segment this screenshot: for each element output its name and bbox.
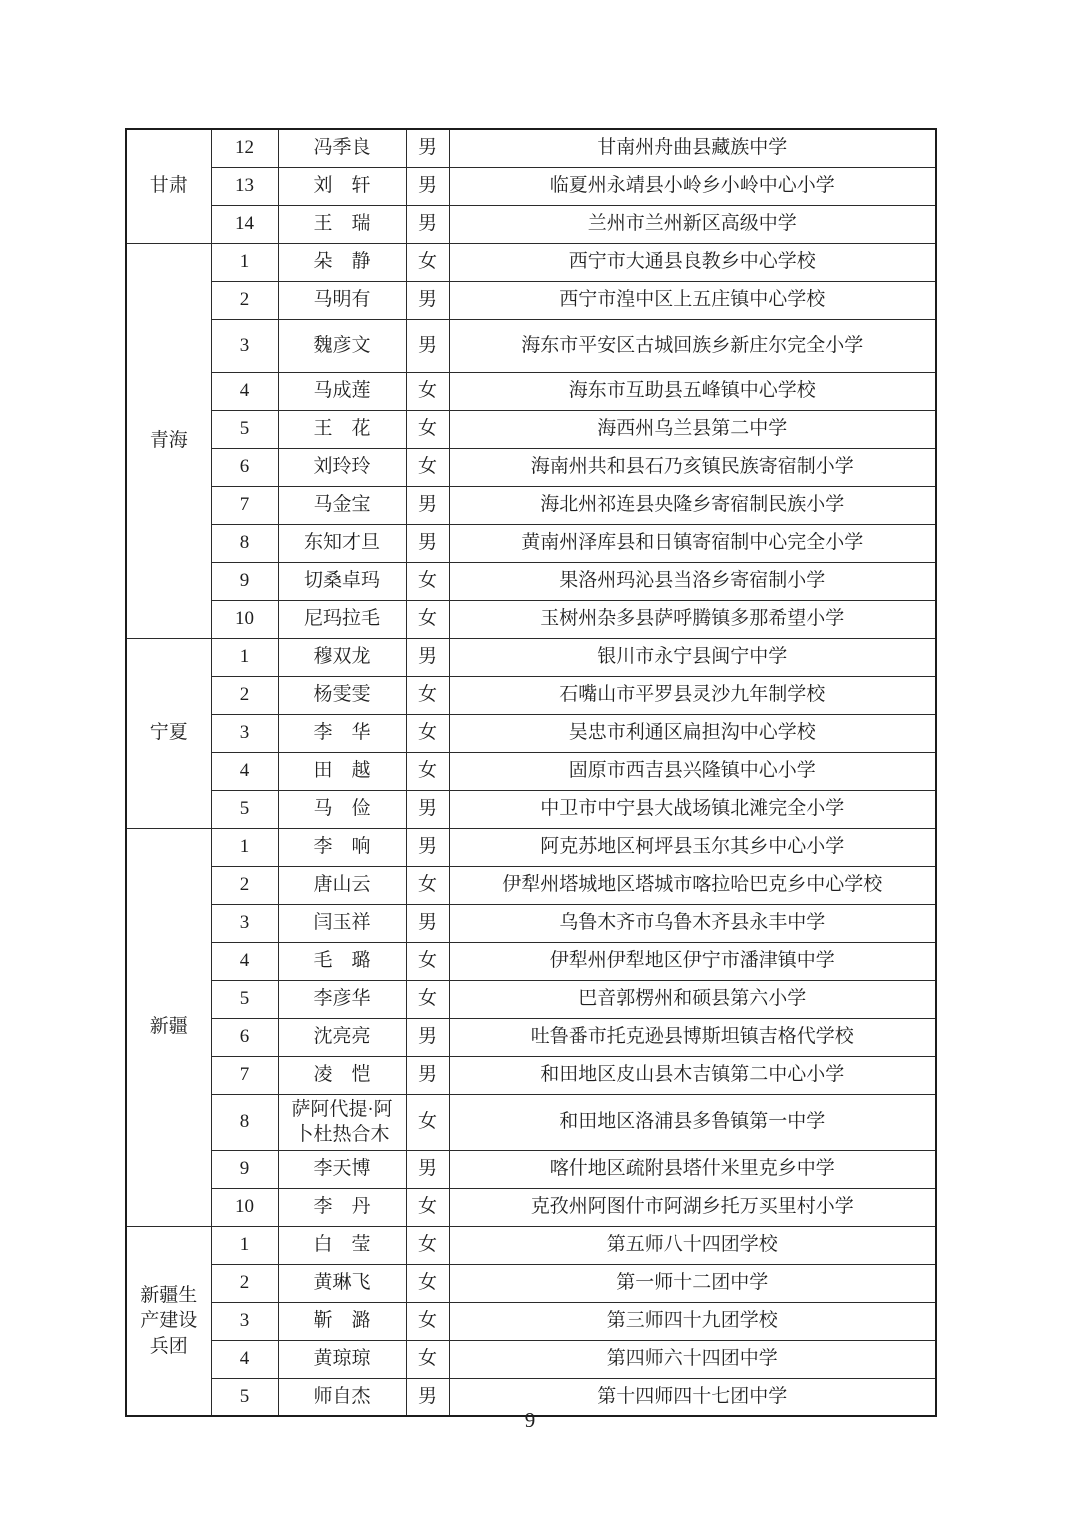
serial-number-cell: 3: [211, 904, 278, 942]
school-cell: 伊犁州塔城地区塔城市喀拉哈巴克乡中心学校: [449, 866, 936, 904]
table-row: [126, 1094, 936, 1150]
school-cell: 伊犁州伊犁地区伊宁市潘津镇中学: [449, 942, 936, 980]
serial-number-cell: 12: [211, 129, 278, 167]
school-cell: 吴忠市利通区扁担沟中心学校: [449, 714, 936, 752]
gender-cell: 女: [406, 600, 449, 638]
gender-cell: 女: [406, 1226, 449, 1264]
table-row: [126, 167, 936, 205]
table-row: [126, 942, 936, 980]
serial-number-cell: 2: [211, 866, 278, 904]
name-cell: 马 俭: [278, 790, 406, 828]
school-cell: 玉树州杂多县萨呼腾镇多那希望小学: [449, 600, 936, 638]
serial-number-cell: 8: [211, 1094, 278, 1150]
name-cell: 切桑卓玛: [278, 562, 406, 600]
serial-number-cell: 6: [211, 448, 278, 486]
school-cell: 银川市永宁县闽宁中学: [449, 638, 936, 676]
school-cell: 西宁市湟中区上五庄镇中心学校: [449, 281, 936, 319]
school-cell: 第一师十二团中学: [449, 1264, 936, 1302]
serial-number-cell: 9: [211, 1150, 278, 1188]
table-row: [126, 1302, 936, 1340]
gender-cell: 女: [406, 448, 449, 486]
name-cell: 李彦华: [278, 980, 406, 1018]
gender-cell: 女: [406, 1340, 449, 1378]
table-row: [126, 1264, 936, 1302]
name-cell: 萨阿代提·阿卜杜热合木: [278, 1094, 406, 1150]
serial-number-cell: 3: [211, 319, 278, 372]
school-cell: 阿克苏地区柯坪县玉尔其乡中心小学: [449, 828, 936, 866]
table-row: [126, 486, 936, 524]
school-cell: 海西州乌兰县第二中学: [449, 410, 936, 448]
name-cell: 杨雯雯: [278, 676, 406, 714]
province-cell: 新疆: [126, 828, 211, 1226]
serial-number-cell: 7: [211, 1056, 278, 1094]
serial-number-cell: 14: [211, 205, 278, 243]
table-row: [126, 281, 936, 319]
gender-cell: 男: [406, 129, 449, 167]
school-cell: [449, 319, 936, 372]
gender-cell: 男: [406, 524, 449, 562]
gender-cell: 女: [406, 243, 449, 281]
serial-number-cell: 3: [211, 714, 278, 752]
serial-number-cell: 1: [211, 1226, 278, 1264]
page-number: 9: [524, 1408, 536, 1432]
serial-number-cell: 2: [211, 1264, 278, 1302]
table-row: [126, 1340, 936, 1378]
table-row: [126, 866, 936, 904]
school-cell: 甘南州舟曲县藏族中学: [449, 129, 936, 167]
province-cell: 新疆生产建设兵团: [126, 1226, 211, 1416]
serial-number-cell: 5: [211, 410, 278, 448]
serial-number-cell: 4: [211, 1340, 278, 1378]
table-row: [126, 524, 936, 562]
gender-cell: 男: [406, 319, 449, 372]
school-cell: 克孜州阿图什市阿湖乡托万买里村小学: [449, 1188, 936, 1226]
gender-cell: 男: [406, 904, 449, 942]
school-cell: 西宁市大通县良教乡中心学校: [449, 243, 936, 281]
gender-cell: 男: [406, 486, 449, 524]
gender-cell: 男: [406, 638, 449, 676]
name-cell: 闫玉祥: [278, 904, 406, 942]
name-cell: 李 响: [278, 828, 406, 866]
name-cell: 刘玲玲: [278, 448, 406, 486]
serial-number-cell: 10: [211, 600, 278, 638]
serial-number-cell: 5: [211, 790, 278, 828]
serial-number-cell: 4: [211, 942, 278, 980]
name-cell: 黄琼琼: [278, 1340, 406, 1378]
table-row: [126, 1018, 936, 1056]
table-row: [126, 372, 936, 410]
serial-number-cell: 2: [211, 676, 278, 714]
name-cell: 田 越: [278, 752, 406, 790]
school-cell: 第十四师四十七团中学: [449, 1378, 936, 1416]
gender-cell: 男: [406, 167, 449, 205]
serial-number-cell: 5: [211, 980, 278, 1018]
gender-cell: 女: [406, 562, 449, 600]
school-cell: 吐鲁番市托克逊县博斯坦镇吉格代学校: [449, 1018, 936, 1056]
school-cell: 固原市西吉县兴隆镇中心小学: [449, 752, 936, 790]
name-cell: 王 瑞: [278, 205, 406, 243]
school-cell: 兰州市兰州新区高级中学: [449, 205, 936, 243]
school-cell: 巴音郭楞州和硕县第六小学: [449, 980, 936, 1018]
serial-number-cell: 1: [211, 243, 278, 281]
table-row: [126, 790, 936, 828]
gender-cell: 女: [406, 866, 449, 904]
school-text: 海东市平安区古城回族乡新庄: [521, 334, 769, 356]
name-cell: 李天博: [278, 1150, 406, 1188]
gender-cell: 男: [406, 828, 449, 866]
gender-cell: 男: [406, 1056, 449, 1094]
gender-cell: 男: [406, 1150, 449, 1188]
serial-number-cell: 3: [211, 1302, 278, 1340]
gender-cell: 女: [406, 1264, 449, 1302]
name-cell: 马明有: [278, 281, 406, 319]
gender-cell: 男: [406, 1018, 449, 1056]
school-cell: 和田地区皮山县木吉镇第二中心小学: [449, 1056, 936, 1094]
table-row: [126, 1150, 936, 1188]
gender-cell: 男: [406, 1378, 449, 1416]
name-cell: 穆双龙: [278, 638, 406, 676]
table-row: [126, 904, 936, 942]
serial-number-cell: 8: [211, 524, 278, 562]
school-cell: 和田地区洛浦县多鲁镇第一中学: [449, 1094, 936, 1150]
province-cell: 青海: [126, 243, 211, 638]
school-highlight-char: 尔: [768, 334, 788, 356]
serial-number-cell: 7: [211, 486, 278, 524]
gender-cell: 女: [406, 1188, 449, 1226]
table-row: [126, 714, 936, 752]
name-cell: 凌 恺: [278, 1056, 406, 1094]
table-row: [126, 205, 936, 243]
school-cell: 石嘴山市平罗县灵沙九年制学校: [449, 676, 936, 714]
name-cell: 刘 轩: [278, 167, 406, 205]
name-cell: 毛 璐: [278, 942, 406, 980]
name-cell: 沈亮亮: [278, 1018, 406, 1056]
province-cell: 宁夏: [126, 638, 211, 828]
school-cell: 海南州共和县石乃亥镇民族寄宿制小学: [449, 448, 936, 486]
serial-number-cell: 4: [211, 372, 278, 410]
table-row: [126, 828, 936, 866]
name-cell: 黄琳飞: [278, 1264, 406, 1302]
school-cell: 第四师六十四团中学: [449, 1340, 936, 1378]
name-cell: 朵 静: [278, 243, 406, 281]
table-row: [126, 638, 936, 676]
name-cell: 王 花: [278, 410, 406, 448]
gender-cell: 女: [406, 752, 449, 790]
table-row: [126, 410, 936, 448]
name-cell: 尼玛拉毛: [278, 600, 406, 638]
school-cell: 海东市互助县五峰镇中心学校: [449, 372, 936, 410]
table-row: [126, 448, 936, 486]
serial-number-cell: 9: [211, 562, 278, 600]
name-cell: 东知才旦: [278, 524, 406, 562]
table-row: [126, 129, 936, 167]
school-cell: 临夏州永靖县小岭乡小岭中心小学: [449, 167, 936, 205]
serial-number-cell: 1: [211, 638, 278, 676]
table-row: [126, 752, 936, 790]
table-row: [126, 319, 936, 372]
gender-cell: 女: [406, 942, 449, 980]
name-cell: 李 丹: [278, 1188, 406, 1226]
table-row: [126, 1188, 936, 1226]
gender-cell: 男: [406, 205, 449, 243]
awardees-table: [125, 128, 937, 1417]
gender-cell: 女: [406, 980, 449, 1018]
school-cell: 喀什地区疏附县塔什米里克乡中学: [449, 1150, 936, 1188]
name-cell: 李 华: [278, 714, 406, 752]
school-cell: 中卫市中宁县大战场镇北滩完全小学: [449, 790, 936, 828]
name-cell: 魏彦文: [278, 319, 406, 372]
table-row: [126, 1226, 936, 1264]
table-row: [126, 676, 936, 714]
school-cell: 乌鲁木齐市乌鲁木齐县永丰中学: [449, 904, 936, 942]
serial-number-cell: 6: [211, 1018, 278, 1056]
gender-cell: 女: [406, 372, 449, 410]
name-cell: 马金宝: [278, 486, 406, 524]
table-row: [126, 980, 936, 1018]
school-cell: 海北州祁连县央隆乡寄宿制民族小学: [449, 486, 936, 524]
awardees-table-body: [126, 129, 936, 1416]
serial-number-cell: 5: [211, 1378, 278, 1416]
school-cell: 第五师八十四团学校: [449, 1226, 936, 1264]
school-text: 完全小学: [787, 334, 864, 356]
name-cell: 马成莲: [278, 372, 406, 410]
table-row: [126, 562, 936, 600]
gender-cell: 女: [406, 714, 449, 752]
table-row: [126, 1056, 936, 1094]
table-row: [126, 243, 936, 281]
serial-number-cell: 2: [211, 281, 278, 319]
gender-cell: 男: [406, 790, 449, 828]
name-cell: 唐山云: [278, 866, 406, 904]
school-cell: 黄南州泽库县和日镇寄宿制中心完全小学: [449, 524, 936, 562]
gender-cell: 女: [406, 410, 449, 448]
serial-number-cell: 1: [211, 828, 278, 866]
school-cell: 果洛州玛沁县当洛乡寄宿制小学: [449, 562, 936, 600]
gender-cell: 女: [406, 1302, 449, 1340]
province-cell: 甘肃: [126, 129, 211, 243]
serial-number-cell: 10: [211, 1188, 278, 1226]
table-row: [126, 600, 936, 638]
gender-cell: 女: [406, 1094, 449, 1150]
name-cell: 冯季良: [278, 129, 406, 167]
gender-cell: 女: [406, 676, 449, 714]
gender-cell: 男: [406, 281, 449, 319]
serial-number-cell: 13: [211, 167, 278, 205]
name-cell: 师自杰: [278, 1378, 406, 1416]
name-cell: 靳 潞: [278, 1302, 406, 1340]
serial-number-cell: 4: [211, 752, 278, 790]
name-cell: 白 莹: [278, 1226, 406, 1264]
school-cell: 第三师四十九团学校: [449, 1302, 936, 1340]
